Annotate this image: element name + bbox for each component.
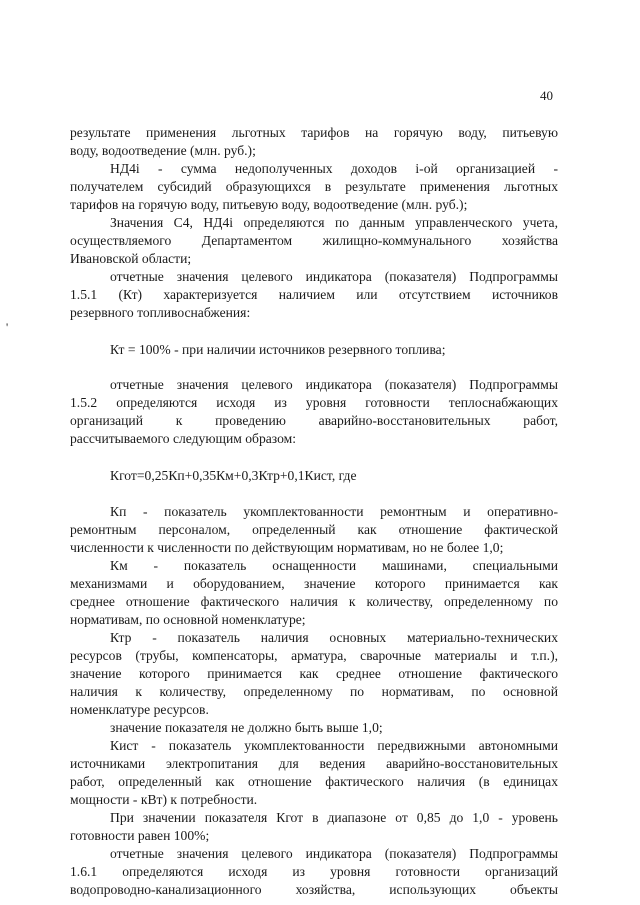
text-line: тарифов на горячую воду, питьевую воду, водоотведение (млн. руб.); <box>70 197 468 212</box>
text-line: среднее отношение фактического наличия к количеству, определенному по <box>70 594 558 609</box>
text-line: рассчитываемого следующим образом: <box>70 431 296 446</box>
text-line: готовности равен 100%; <box>70 828 210 843</box>
text-line: ресурсов (трубы, компенсаторы, арматура, сварочные материалы и т.п.), <box>70 648 558 663</box>
text-line: Км - показатель оснащенности машинами, специальными <box>110 558 558 573</box>
text-line: воду, водоотведение (млн. руб.); <box>70 143 256 158</box>
text-line: отчетные значения целевого индикатора (показателя) Подпрограммы <box>110 846 558 861</box>
text-line: наличия к количеству, определенному по нормативам, по основной <box>70 684 558 699</box>
text-line: отчетные значения целевого индикатора (показателя) Подпрограммы <box>110 269 558 284</box>
text-line: результате применения льготных тарифов на горячую воду, питьевую <box>70 125 558 140</box>
formula-kt: Кт = 100% - при наличии источников резервного топлива; <box>110 342 446 357</box>
page-number: 40 <box>540 88 553 103</box>
text-line: Значения С4, НД4i определяются по данным управленческого учета, <box>110 215 558 230</box>
text-line: 1.6.1 определяются исходя из уровня готовности организаций <box>70 864 558 879</box>
text-line: 1.5.1 (Кт) характеризуется наличием или отсутствием источников <box>70 287 558 302</box>
text-line: отчетные значения целевого индикатора (показателя) Подпрограммы <box>110 377 558 392</box>
text-line: мощности - кВт) к потребности. <box>70 792 258 807</box>
text-line: водопроводно-канализационного хозяйства, использующих объекты <box>70 882 558 897</box>
text-line: НД4i - сумма недополученных доходов i-ой организацией - <box>110 161 558 176</box>
text-line: работ, определенный как отношение фактического наличия (в единицах <box>70 774 558 789</box>
text-line: механизмами и оборудованием, значение которого принимается как <box>70 576 558 591</box>
text-line: численности к численности по действующим нормативам, но не более 1,0; <box>70 540 504 555</box>
text-line: источниками электропитания для ведения аварийно-восстановительных <box>70 756 558 771</box>
text-line: Ивановской области; <box>70 251 192 266</box>
text-line: значение которого принимается как среднее отношение фактического <box>70 666 558 681</box>
text-line: номенклатуре ресурсов. <box>70 702 209 717</box>
text-line: Кп - показатель укомплектованности ремонтным и оперативно- <box>110 504 558 519</box>
text-line: организаций к проведению аварийно-восстановительных работ, <box>70 413 558 428</box>
text-line: ремонтным персоналом, определенный как отношение фактической <box>70 522 558 537</box>
text-line: осуществляемого Департаментом жилищно-коммунального хозяйства <box>70 233 558 248</box>
formula-kgot: Кгот=0,25Кп+0,35Км+0,3Ктр+0,1Кист, где <box>110 468 357 483</box>
text-line: получателем субсидий образующихся в результате применения льготных <box>70 179 558 194</box>
text-line: При значении показателя Кгот в диапазоне от 0,85 до 1,0 - уровень <box>110 810 558 825</box>
text-line: значение показателя не должно быть выше 1,0; <box>110 720 383 735</box>
text-line: Кист - показатель укомплектованности передвижными автономными <box>110 738 558 753</box>
text-line: резервного топливоснабжения: <box>70 305 251 320</box>
text-line: Ктр - показатель наличия основных материально-технических <box>110 630 558 645</box>
text-line: нормативам, по основной номенклатуре; <box>70 612 306 627</box>
text-line: 1.5.2 определяются исходя из уровня готовности теплоснабжающих <box>70 395 558 410</box>
margin-mark: ' <box>6 320 9 334</box>
